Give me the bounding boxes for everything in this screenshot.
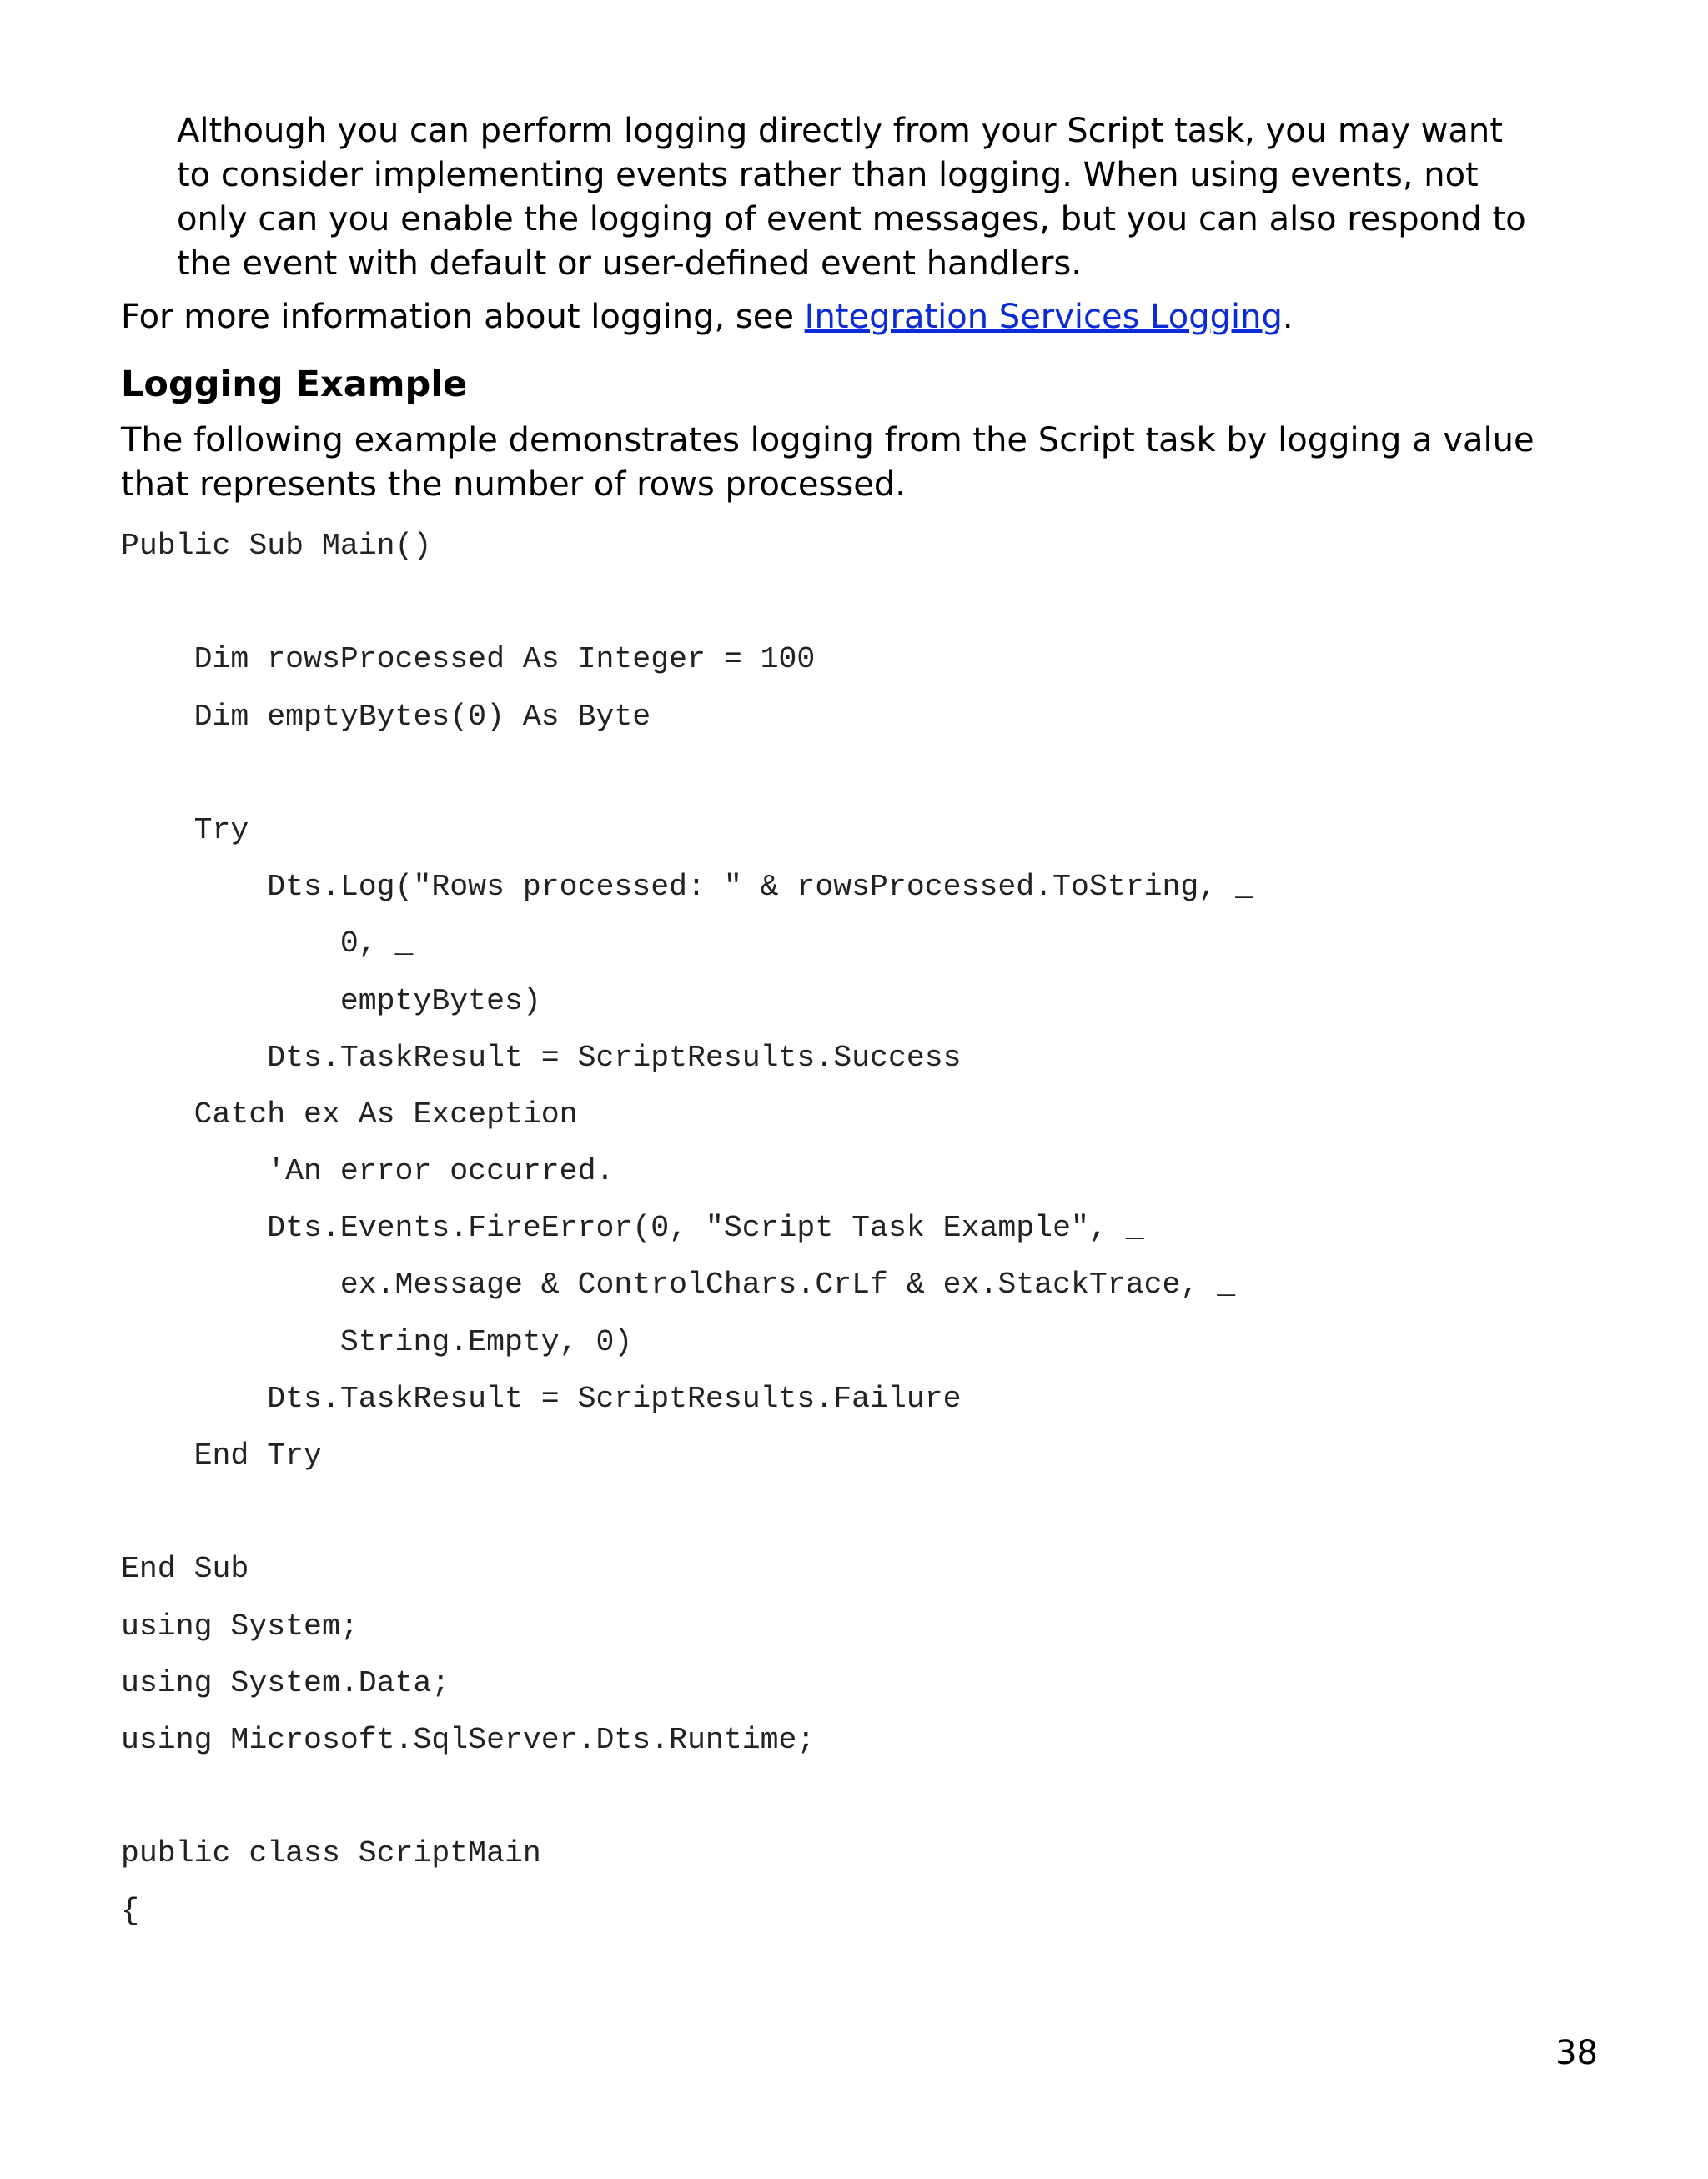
note-paragraph: Although you can perform logging directly from your Script task, you may want to consider implementing events rather than logging. When using events, not only can you enable the logging of event messages, but you can also respond to the event with default or user-defined event handlers. [177,112,1526,283]
code-line: Dts.Log("Rows processed: " & rowsProcessed.ToString, _ [121,870,1254,905]
code-line [121,1769,1253,1825]
code-line: public class ScriptMain [121,1836,541,1871]
code-line: Dim emptyBytes(0) As Byte [121,699,651,734]
code-line: Try [121,812,249,847]
code-line: Dts.Events.FireError(0, "Script Task Example", _ [121,1211,1144,1246]
code-block [121,518,1253,1940]
page-number: 38 [1555,2034,1598,2072]
code-line: using System; [121,1609,359,1644]
code-line: 'An error occurred. [121,1154,615,1189]
code-line: Dts.TaskResult = ScriptResults.Success [121,1040,962,1075]
intro-paragraph: The following example demonstrates logging from the Script task by logging a value that represents the number of rows processed. [121,421,1535,504]
code-line: Catch ex As Exception [121,1097,578,1132]
code-line [121,1484,1253,1541]
code-line [121,575,1253,631]
code-line: String.Empty, 0) [121,1324,633,1359]
code-line: 0, _ [121,926,414,961]
code-line: { [121,1893,139,1928]
code-line: Dts.TaskResult = ScriptResults.Failure [121,1381,962,1416]
code-line: End Sub [121,1552,249,1587]
code-line: using System.Data; [121,1665,450,1700]
code-line [121,746,1253,802]
code-line: End Try [121,1438,322,1473]
code-line: emptyBytes) [121,983,541,1018]
code-line: Public Sub Main() [121,529,432,563]
code-line: Dim rowsProcessed As Integer = 100 [121,642,816,677]
info-paragraph [121,295,1555,339]
code-line: using Microsoft.SqlServer.Dts.Runtime; [121,1722,816,1757]
info-prefix: For more information about logging, see [121,298,805,336]
section-heading: Logging Example [121,364,468,405]
code-line: ex.Message & ControlChars.CrLf & ex.StackTrace, _ [121,1268,1236,1303]
info-suffix: . [1282,298,1294,336]
integration-services-logging-link[interactable]: Integration Services Logging [804,298,1283,336]
